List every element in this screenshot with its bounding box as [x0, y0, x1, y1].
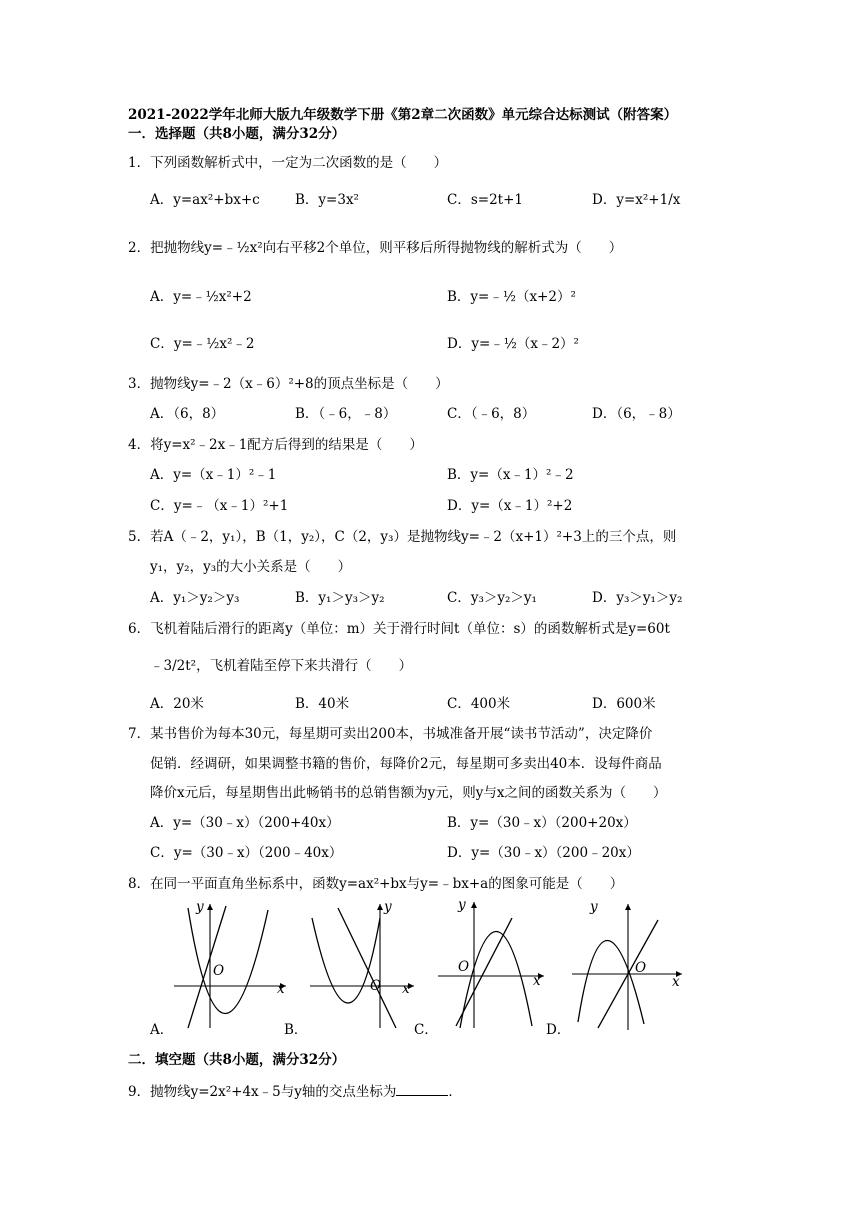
q5-option-c: C．y₃＞y₂＞y₁: [447, 590, 537, 606]
q2-option-a: A．y=﹣½x²+2: [150, 289, 252, 305]
q8-graph-c-x-label: x: [533, 973, 541, 989]
q5-option-a: A．y₁＞y₂＞y₃: [150, 590, 240, 606]
q8-graph-b-origin-label: O: [370, 978, 382, 994]
q6-option-a: A．20米: [150, 696, 204, 712]
q4-option-b: B．y=（x﹣1）²﹣2: [447, 467, 574, 483]
q1-option-c: C．s=2t+1: [447, 192, 523, 208]
q9-stem: 9．抛物线y=2x²+4x﹣5与y轴的交点坐标为: [128, 1084, 397, 1100]
q8-option-a: A．: [150, 1022, 174, 1038]
q6-option-b: B．40米: [295, 696, 350, 712]
q6-option-d: D．600米: [592, 696, 656, 712]
q5-stem-line1: 5．若A（﹣2，y₁），B（1，y₂），C（2，y₃）是抛物线y=﹣2（x+1）²+3上的三个点，则: [128, 529, 677, 545]
q8-graph-b-x-label: x: [402, 981, 410, 997]
q4-option-c: C．y=﹣（x﹣1）²+1: [150, 498, 289, 514]
q1-option-b: B．y=3x²: [295, 192, 359, 208]
q8-graph-d-origin-label: O: [635, 960, 647, 976]
q7-stem-line3: 降价x元后，每星期售出此畅销书的总销售额为y元，则y与x之间的函数关系为（ ）: [150, 785, 667, 801]
q8-graph-a-origin-label: O: [213, 963, 225, 979]
q3-option-c: C．（﹣6，8）: [447, 406, 536, 422]
q8-graph-c-origin-label: O: [458, 959, 470, 975]
q8-graph-d: [568, 898, 688, 1033]
q1-stem: 1．下列函数解析式中，一定为二次函数的是（ ）: [128, 155, 448, 171]
q8-graph-d-x-label: x: [672, 974, 680, 990]
q7-stem-line2: 促销．经调研，如果调整书籍的售价，每降价2元，每星期可多卖出40本．设每件商品: [150, 756, 662, 772]
q3-option-d: D．（6，﹣8）: [592, 406, 681, 422]
q5-stem-line2: y₁，y₂，y₃的大小关系是（ ）: [150, 559, 352, 575]
q8-graph-c: [434, 896, 549, 1031]
q3-option-a: A．（6，8）: [150, 406, 225, 422]
q2-option-c: C．y=﹣½x²﹣2: [150, 336, 255, 352]
q8-graph-a-parabola: [188, 908, 268, 1014]
q1-option-a: A．y=ax²+bx+c: [150, 192, 260, 208]
q8-graph-b-y-label: y: [384, 899, 392, 915]
q7-option-c: C．y=（30﹣x）（200﹣40x）: [150, 845, 343, 861]
q8-graph-c-y-arrow: [471, 902, 477, 908]
section-fill-heading: 二．填空题（共8小题，满分32分）: [128, 1052, 346, 1068]
q8-graph-b-y-arrow: [377, 904, 383, 910]
q8-option-d: D．: [546, 1022, 571, 1038]
q8-option-c: C．: [414, 1022, 438, 1038]
q4-stem: 4．将y=x²﹣2x﹣1配方后得到的结果是（ ）: [128, 437, 423, 453]
q3-option-b: B．（﹣6，﹣8）: [295, 406, 397, 422]
q5-option-d: D．y₃＞y₁＞y₂: [592, 590, 683, 606]
section-choice-heading: 一．选择题（共8小题，满分32分）: [128, 126, 346, 142]
q8-graph-d-y-label: y: [590, 899, 598, 915]
q9-end: ．: [448, 1084, 462, 1100]
q7-option-b: B．y=（30﹣x）（200+20x）: [447, 815, 637, 831]
exam-title: 2021-2022学年北师大版九年级数学下册《第2章二次函数》单元综合达标测试（附答案）: [128, 107, 678, 123]
q7-option-a: A．y=（30﹣x）（200+40x）: [150, 815, 340, 831]
q2-option-d: D．y=﹣½（x﹣2）²: [447, 336, 579, 352]
q8-graph-d-y-arrow: [625, 904, 631, 910]
q8-graph-d-parabola: [578, 940, 647, 1024]
q8-graph-a-y-arrow: [207, 904, 213, 910]
q8-graph-a-y-label: y: [196, 899, 204, 915]
q7-stem-line1: 7．某书售价为每本30元，每星期可卖出200本，书城准备开展“读书节活动”，决定降价: [128, 726, 653, 742]
q4-option-a: A．y=（x﹣1）²﹣1: [150, 467, 277, 483]
q6-option-c: C．400米: [447, 696, 511, 712]
q8-graph-c-parabola: [460, 931, 532, 1028]
q9-line: [128, 1081, 462, 1102]
q2-stem: 2．把抛物线y=﹣½x²向右平移2个单位，则平移后所得抛物线的解析式为（ ）: [128, 240, 623, 256]
q1-option-d: D．y=x²+1/x: [592, 192, 681, 208]
q2-option-b: B．y=﹣½（x+2）²: [447, 289, 576, 305]
q3-stem: 3．抛物线y=﹣2（x﹣6）²+8的顶点坐标是（ ）: [128, 376, 449, 392]
q8-option-b: B．: [284, 1022, 308, 1038]
q4-option-d: D．y=（x﹣1）²+2: [447, 498, 573, 514]
q6-stem-line1: 6．飞机着陆后滑行的距离y（单位：m）关于滑行时间t（单位：s）的函数解析式是y=60t: [128, 621, 670, 637]
q8-graph-c-y-label: y: [458, 897, 466, 913]
q5-option-b: B．y₁＞y₃＞y₂: [295, 590, 385, 606]
q8-graph-b: [306, 898, 421, 1033]
q8-graph-b-line: [338, 908, 396, 1028]
q8-stem: 8．在同一平面直角坐标系中，函数y=ax²+bx与y=﹣bx+a的图象可能是（ ）: [128, 876, 624, 892]
q8-graph-a: [170, 898, 290, 1033]
q9-answer-blank: [396, 1081, 448, 1096]
q8-graph-a-x-label: x: [277, 981, 285, 997]
q7-option-d: D．y=（30﹣x）（200﹣20x）: [447, 845, 640, 861]
q6-stem-line2: ﹣3/2t²，飞机着陆至停下来共滑行（ ）: [150, 658, 413, 674]
